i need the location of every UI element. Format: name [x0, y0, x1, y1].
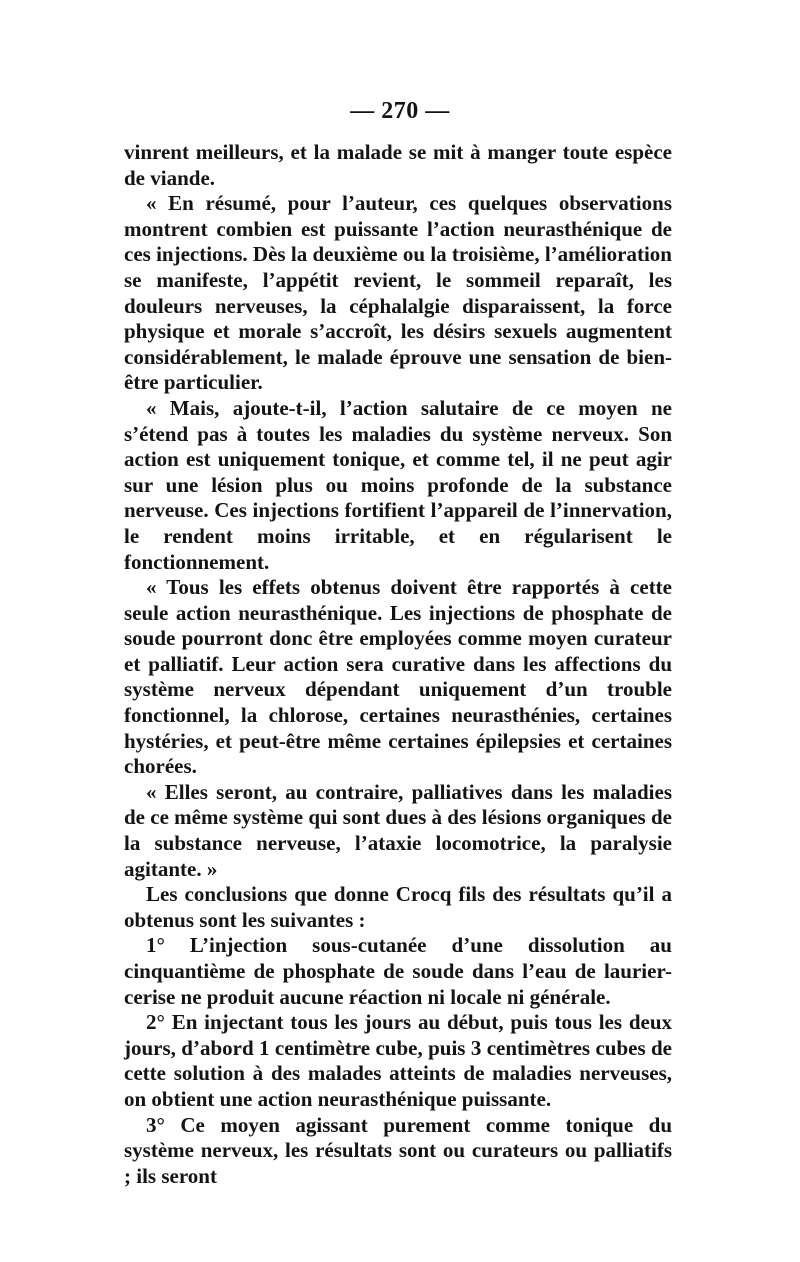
paragraph-mais: « Mais, ajoute-t-il, l’action salutaire de ce moyen ne s’étend pas à toutes les maladies du système nerveux. Son action est uniquement tonique, et comme tel, il ne peut agir sur une lésion plus ou moins profonde de la substance nerveuse. Ces injections fortifient l’appareil de l’innervation, le rendent moins irritable, et en régularisent le fonctionnement.	[124, 395, 672, 574]
page-number-header: — 270 —	[350, 98, 450, 124]
page-body	[124, 140, 672, 1189]
paragraph-resume: « En résumé, pour l’auteur, ces quelques observations montrent combien est puissante l’action neurasthénique de ces injections. Dès la deuxième ou la troisième, l’amélioration se manifeste, l’appétit revient, le sommeil reparaît, les douleurs nerveuses, la céphalalgie disparaissent, la force physique et morale s’accroît, les désirs sexuels augmentent considérablement, le malade éprouve une sensation de bien-être particulier.	[124, 191, 672, 395]
paragraph-palliatives: « Elles seront, au contraire, palliatives dans les maladies de ce même système qui sont dues à des lésions organiques de la substance nerveuse, l’ataxie locomotrice, la paralysie agitante. »	[124, 779, 672, 881]
paragraph-continued: vinrent meilleurs, et la malade se mit à manger toute espèce de viande.	[124, 140, 672, 190]
paragraph-effets: « Tous les effets obtenus doivent être rapportés à cette seule action neurasthénique. Les injections de phosphate de soude pourront donc être employées comme moyen curateur et palliatif. Leur action sera curative dans les affections du système nerveux dépendant uniquement d’un trouble fonctionnel, la chlorose, certaines neurasthénies, certaines hystéries, et peut-être même certaines épilepsies et certaines chorées.	[124, 575, 672, 779]
conclusion-item-3: 3° Ce moyen agissant purement comme tonique du système nerveux, les résultats sont ou curateurs ou palliatifs ; ils seront	[124, 1112, 672, 1188]
conclusion-item-1: 1° L’injection sous-cutanée d’une dissolution au cinquantième de phosphate de soude dans l’eau de laurier-cerise ne produit aucune réaction ni locale ni générale.	[124, 933, 672, 1009]
conclusion-item-2: 2° En injectant tous les jours au début, puis tous les deux jours, d’abord 1 centimètre cube, puis 3 centimètres cubes de cette solution à des malades atteints de maladies nerveuses, on obtient une action neurasthénique puissante.	[124, 1010, 672, 1111]
paragraph-conclusions: Les conclusions que donne Crocq fils des résultats qu’il a obtenus sont les suivantes :	[124, 882, 672, 932]
